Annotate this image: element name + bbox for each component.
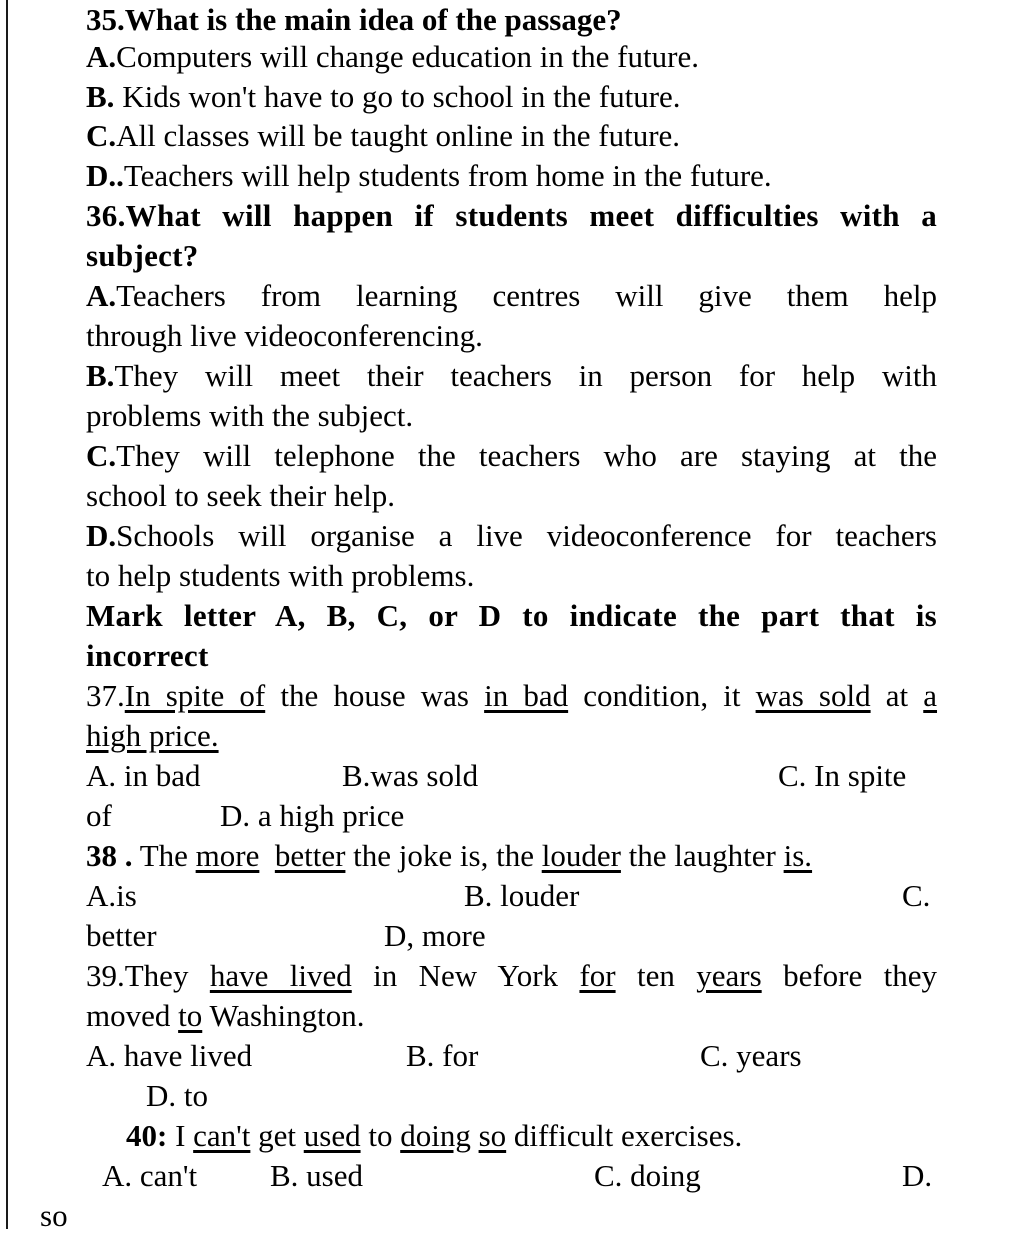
- q36-option-a-cont: through live videoconferencing.: [86, 318, 483, 353]
- q38-option-c: C.: [902, 878, 931, 913]
- q37-option-a: A. in bad: [86, 758, 201, 793]
- q36-stem-cont: subject?: [86, 238, 199, 273]
- q39-sentence: 39.They have lived in New York for ten years before they: [86, 958, 937, 993]
- q36-option-d-cont: to help students with problems.: [86, 558, 475, 593]
- q36-stem: 36.What will happen if students meet difficulties with a: [86, 198, 937, 233]
- q38-option-d: D, more: [384, 918, 486, 953]
- q40-option-c: C. doing: [594, 1158, 701, 1193]
- q40-option-a: A. can't: [102, 1158, 198, 1193]
- q37-option-c: C. In spite: [778, 758, 907, 793]
- q37-option-d: D. a high price: [220, 798, 405, 833]
- q37-option-b: B.was sold: [342, 758, 479, 793]
- section-instruction: Mark letter A, B, C, or D to indicate the part that is: [86, 598, 937, 633]
- q35-stem: 35.What is the main idea of the passage?: [86, 2, 622, 37]
- q36-option-a: A.Teachers from learning centres will give them help: [86, 278, 937, 313]
- q37-sentence-cont: high price.: [86, 718, 219, 753]
- left-border-line: [6, 0, 8, 1229]
- q36-option-c: C.They will telephone the teachers who are staying at the: [86, 438, 937, 473]
- q35-option-b: B. Kids won't have to go to school in the future.: [86, 79, 681, 114]
- q39-option-a: A. have lived: [86, 1038, 253, 1073]
- q39-option-c: C. years: [700, 1038, 802, 1073]
- q38-option-a: A.is: [86, 878, 137, 913]
- q40-option-d: D.: [902, 1158, 933, 1193]
- q38-option-c-cont: better: [86, 918, 157, 953]
- q35-option-a: A.Computers will change education in the future.: [86, 39, 699, 74]
- q39-sentence-cont: moved to Washington.: [86, 998, 365, 1033]
- q37-sentence: 37.In spite of the house was in bad condition, it was sold at a: [86, 678, 938, 713]
- q36-option-b-cont: problems with the subject.: [86, 398, 414, 433]
- q39-option-d: D. to: [146, 1078, 208, 1113]
- q36-option-d: D.Schools will organise a live videoconference for teachers: [86, 518, 937, 553]
- q38-option-b: B. louder: [464, 878, 580, 913]
- q40-option-b: B. used: [270, 1158, 363, 1193]
- section-instruction-cont: incorrect: [86, 638, 209, 673]
- q36-option-b: B.They will meet their teachers in person for help with: [86, 358, 937, 393]
- q35-option-c: C.All classes will be taught online in the future.: [86, 118, 681, 153]
- q36-option-c-cont: school to seek their help.: [86, 478, 396, 513]
- q35-option-d: D..Teachers will help students from home in the future.: [86, 158, 772, 193]
- q38-sentence: 38 . The more better the joke is, the louder the laughter is.: [86, 838, 813, 873]
- q40-sentence: 40: I can't get used to doing so difficult exercises.: [126, 1118, 743, 1153]
- q39-option-b: B. for: [406, 1038, 479, 1073]
- q40-option-d-cont: so: [40, 1198, 68, 1233]
- q37-option-c-cont: of: [86, 798, 112, 833]
